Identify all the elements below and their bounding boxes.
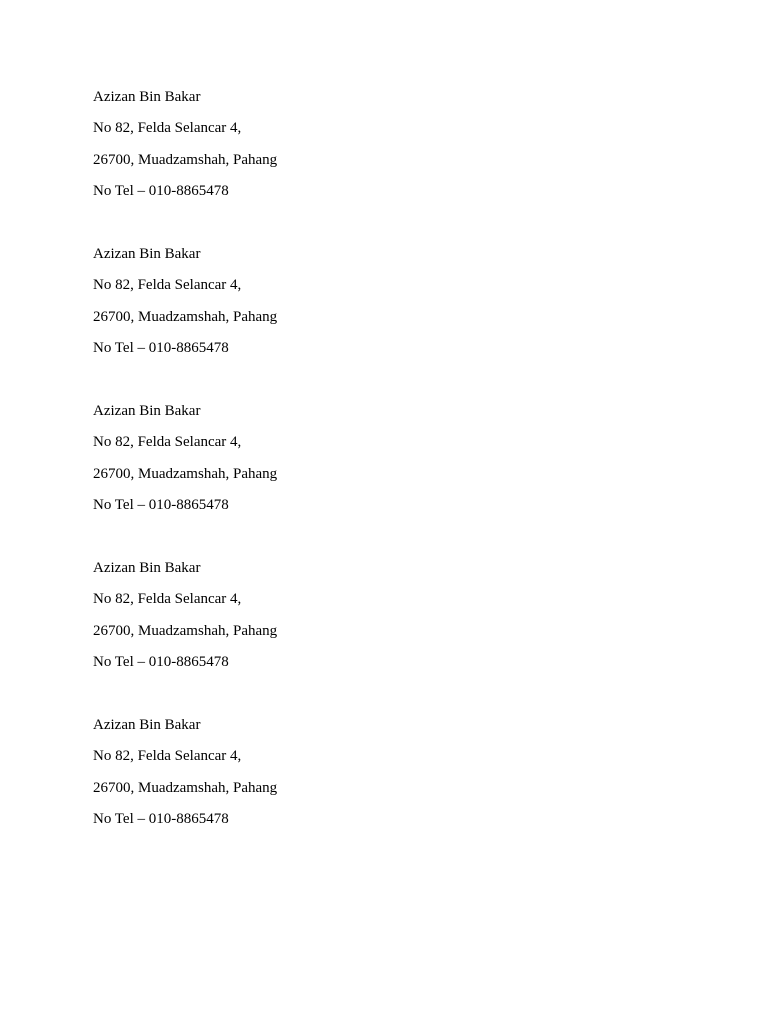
- address-block: [93, 88, 493, 214]
- street-address: No 82, Felda Selancar 4,: [93, 434, 242, 451]
- recipient-name: Azizan Bin Bakar: [93, 560, 201, 576]
- postcode-city-state: 26700, Muadzamshah, Pahang: [93, 465, 278, 482]
- street-address: No 82, Felda Selancar 4,: [93, 748, 242, 765]
- recipient-name: Azizan Bin Bakar: [93, 89, 201, 105]
- recipient-name: Azizan Bin Bakar: [93, 717, 201, 733]
- address-block: [93, 559, 493, 685]
- street-address: No 82, Felda Selancar 4,: [93, 277, 242, 294]
- phone-number: No Tel – 010-8865478: [93, 183, 229, 200]
- postcode-city-state: 26700, Muadzamshah, Pahang: [93, 308, 278, 325]
- postcode-city-state: 26700, Muadzamshah, Pahang: [93, 779, 278, 796]
- postcode-city-state: 26700, Muadzamshah, Pahang: [93, 622, 278, 639]
- recipient-name: Azizan Bin Bakar: [93, 403, 201, 419]
- phone-number: No Tel – 010-8865478: [93, 811, 229, 828]
- address-block: [93, 245, 493, 371]
- phone-number: No Tel – 010-8865478: [93, 340, 229, 357]
- postcode-city-state: 26700, Muadzamshah, Pahang: [93, 151, 278, 168]
- recipient-name: Azizan Bin Bakar: [93, 246, 201, 262]
- phone-number: No Tel – 010-8865478: [93, 497, 229, 514]
- street-address: No 82, Felda Selancar 4,: [93, 120, 242, 137]
- address-block: [93, 716, 493, 842]
- phone-number: No Tel – 010-8865478: [93, 654, 229, 671]
- address-block: [93, 402, 493, 528]
- street-address: No 82, Felda Selancar 4,: [93, 591, 242, 608]
